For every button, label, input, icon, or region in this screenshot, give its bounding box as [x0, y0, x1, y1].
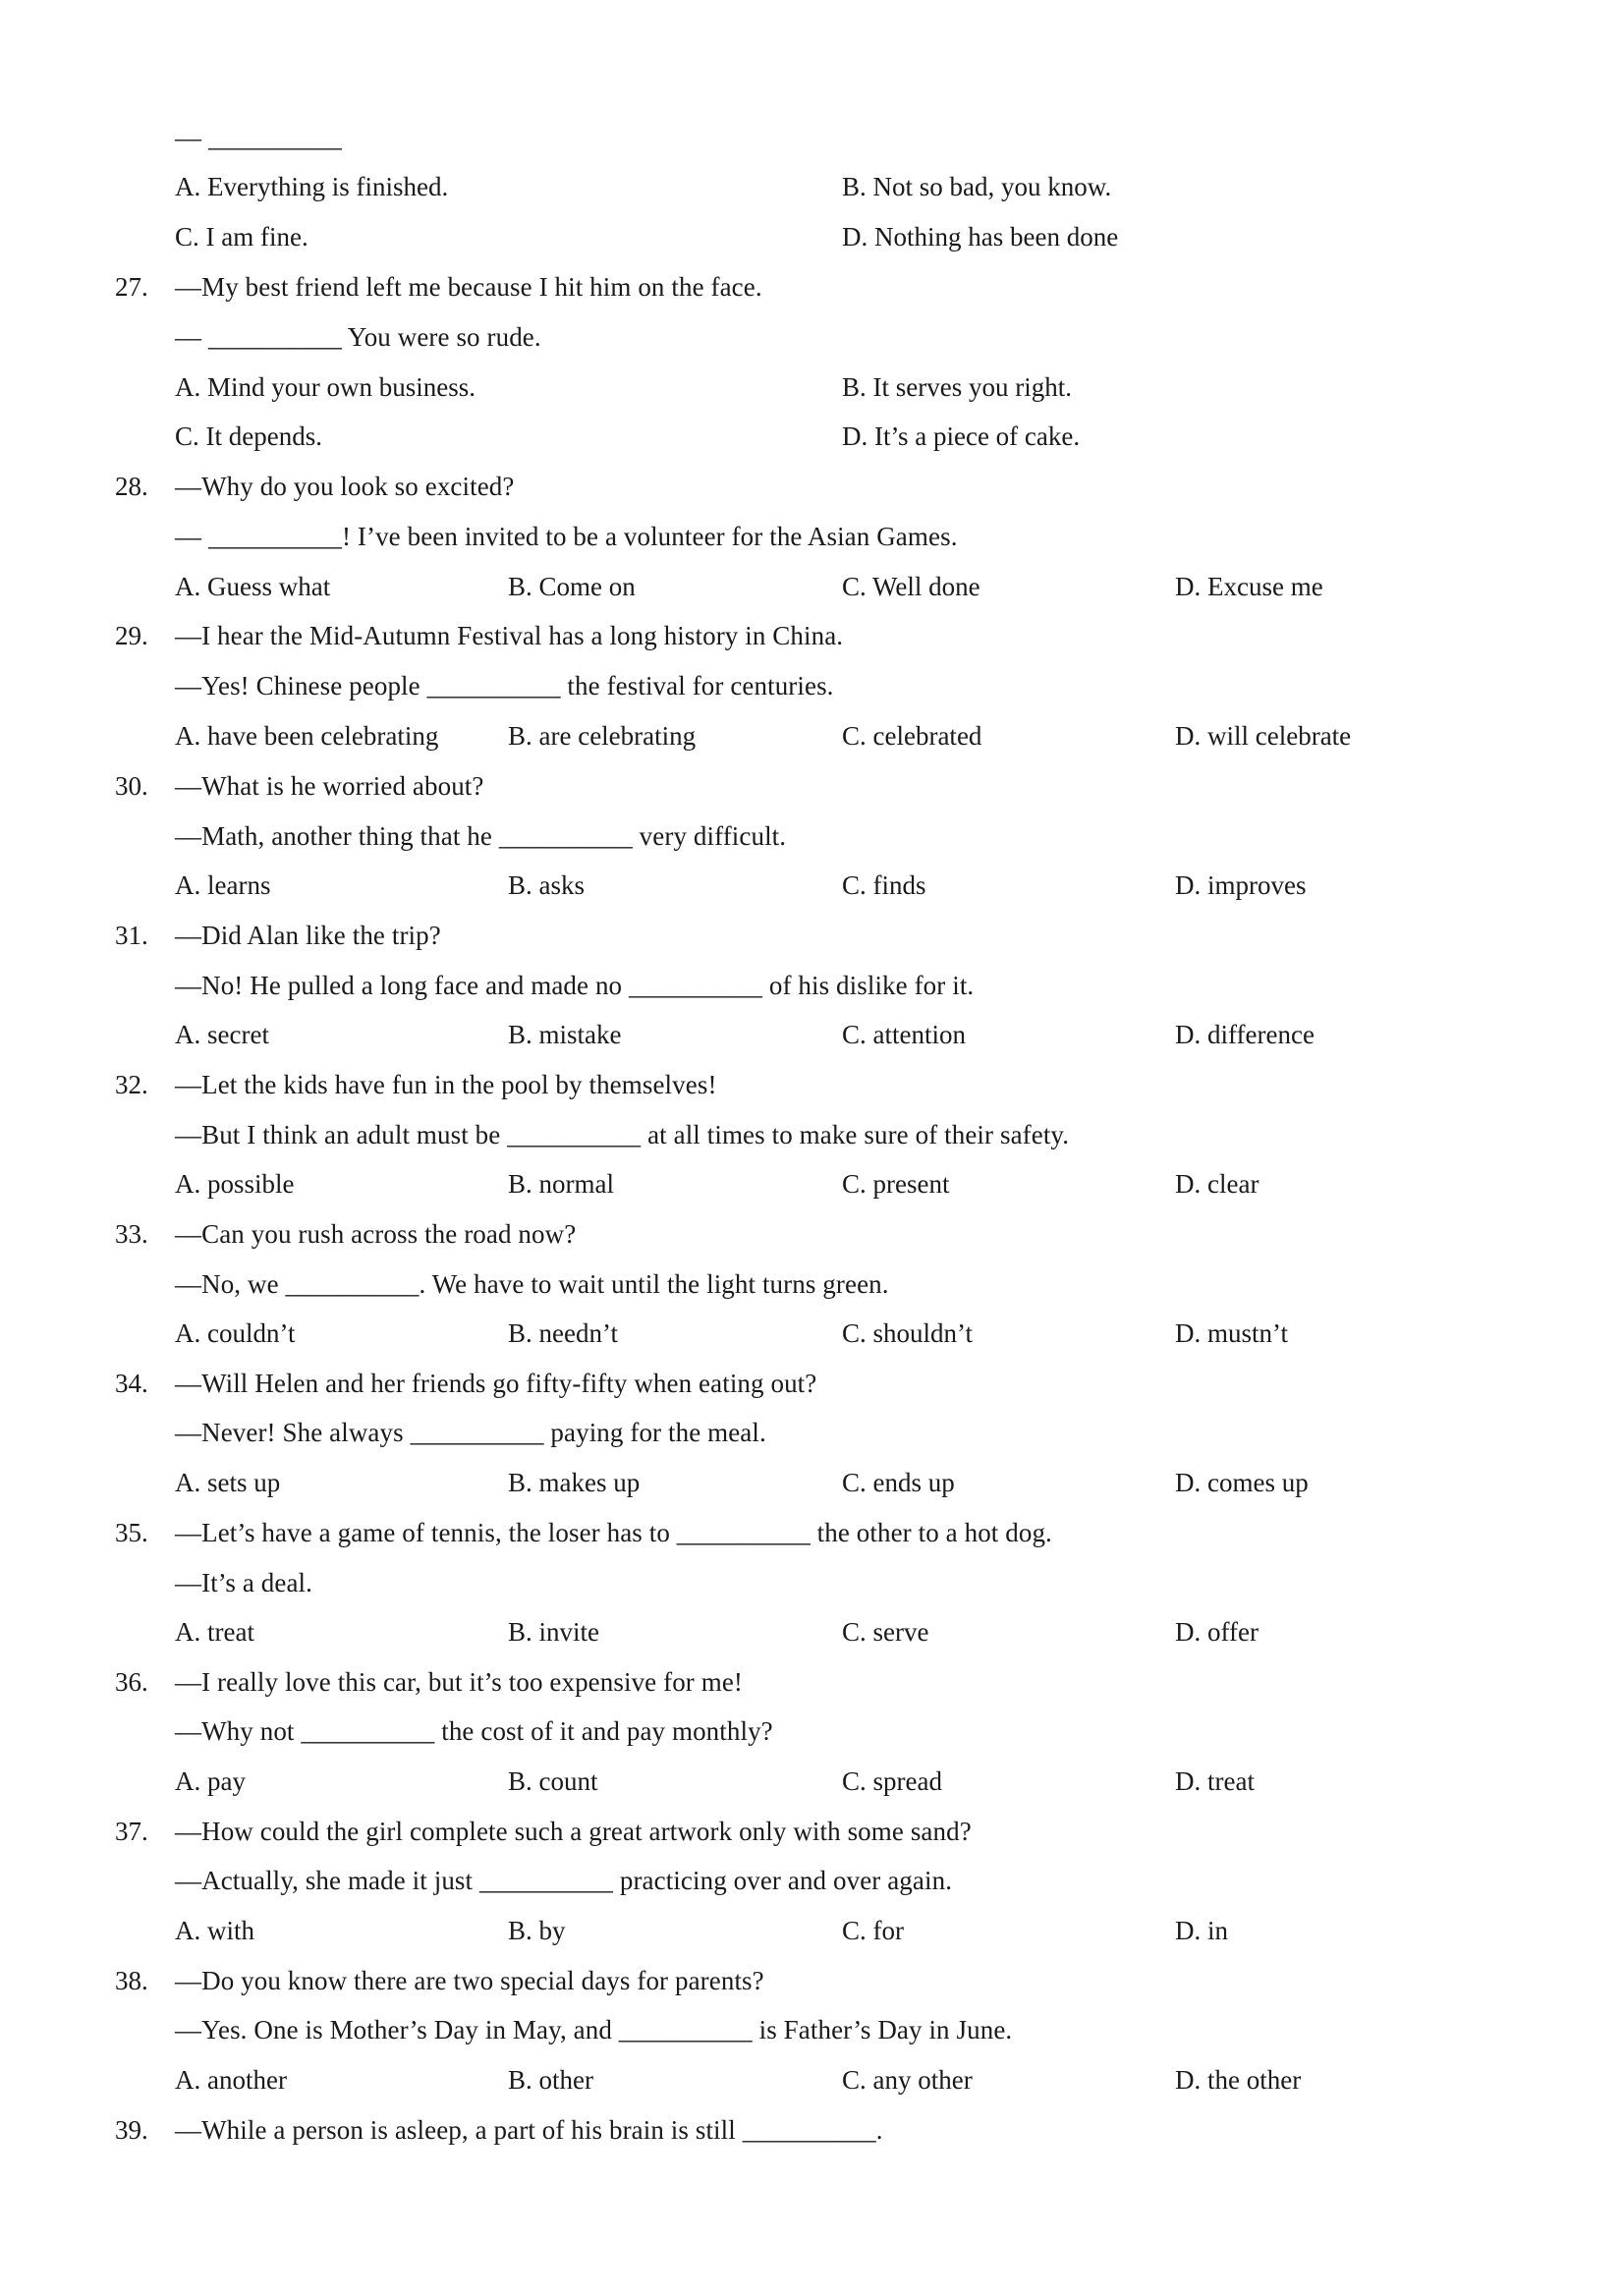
q32-line1: —Let the kids have fun in the pool by themselves!	[175, 1070, 717, 1099]
q37-line1: —How could the girl complete such a great artwork only with some sand?	[175, 1817, 972, 1846]
q38-option-b: B. other	[508, 2065, 593, 2095]
q29-number: 29.	[115, 621, 148, 650]
q35-line1: —Let’s have a game of tennis, the loser has to __________ the other to a hot dog.	[175, 1518, 1052, 1547]
q37-line2: —Actually, she made it just __________ practicing over and over again.	[175, 1866, 953, 1895]
q31-option-d: D. difference	[1175, 1020, 1315, 1049]
q36-number: 36.	[115, 1667, 148, 1697]
q34-option-a: A. sets up	[175, 1468, 281, 1497]
q35-line2: —It’s a deal.	[175, 1568, 313, 1597]
q37-number: 37.	[115, 1817, 148, 1846]
q36-line2: —Why not __________ the cost of it and pay monthly?	[175, 1716, 773, 1746]
q31-number: 31.	[115, 921, 148, 950]
q36-option-d: D. treat	[1175, 1766, 1255, 1796]
q30-option-c: C. finds	[842, 870, 926, 900]
q35-option-d: D. offer	[1175, 1617, 1259, 1647]
q37-option-d: D. in	[1175, 1916, 1228, 1945]
q29-option-c: C. celebrated	[842, 721, 982, 751]
q35-option-c: C. serve	[842, 1617, 929, 1647]
q32-option-c: C. present	[842, 1169, 950, 1199]
q32-number: 32.	[115, 1070, 148, 1099]
q28-option-d: D. Excuse me	[1175, 572, 1323, 601]
q27-option-a: A. Mind your own business.	[175, 372, 476, 402]
q39-number: 39.	[115, 2115, 148, 2145]
q26-option-d: D. Nothing has been done	[842, 222, 1119, 252]
q29-option-a: A. have been celebrating	[175, 721, 439, 751]
q32-option-b: B. normal	[508, 1169, 614, 1199]
q35-option-b: B. invite	[508, 1617, 599, 1647]
q29-option-d: D. will celebrate	[1175, 721, 1352, 751]
q38-line1: —Do you know there are two special days for parents?	[175, 1966, 764, 1995]
q32-option-d: D. clear	[1175, 1169, 1259, 1199]
q27-line2: — __________ You were so rude.	[175, 322, 541, 352]
q27-option-b: B. It serves you right.	[842, 372, 1072, 402]
q27-number: 27.	[115, 272, 148, 302]
q33-number: 33.	[115, 1219, 148, 1249]
q33-option-b: B. needn’t	[508, 1318, 618, 1348]
q36-option-a: A. pay	[175, 1766, 246, 1796]
q30-number: 30.	[115, 771, 148, 801]
q28-line1: —Why do you look so excited?	[175, 472, 515, 501]
q38-number: 38.	[115, 1966, 148, 1995]
q27-option-c: C. It depends.	[175, 421, 322, 451]
q34-option-c: C. ends up	[842, 1468, 955, 1497]
q33-line2: —No, we __________. We have to wait until the light turns green.	[175, 1269, 889, 1299]
q38-option-a: A. another	[175, 2065, 287, 2095]
q38-option-c: C. any other	[842, 2065, 973, 2095]
q33-line1: —Can you rush across the road now?	[175, 1219, 577, 1249]
q30-option-d: D. improves	[1175, 870, 1307, 900]
q28-option-a: A. Guess what	[175, 572, 331, 601]
q31-option-a: A. secret	[175, 1020, 269, 1049]
q29-line1: —I hear the Mid-Autumn Festival has a long history in China.	[175, 621, 844, 650]
q37-option-a: A. with	[175, 1916, 254, 1945]
q33-option-c: C. shouldn’t	[842, 1318, 974, 1348]
q26-reply-line: — __________	[175, 123, 342, 152]
q34-line1: —Will Helen and her friends go fifty-fifty when eating out?	[175, 1369, 817, 1398]
q36-option-c: C. spread	[842, 1766, 942, 1796]
q38-option-d: D. the other	[1175, 2065, 1302, 2095]
q28-line2: — __________! I’ve been invited to be a volunteer for the Asian Games.	[175, 522, 958, 551]
q26-option-a: A. Everything is finished.	[175, 172, 449, 201]
q28-option-c: C. Well done	[842, 572, 980, 601]
q30-option-a: A. learns	[175, 870, 271, 900]
q31-option-b: B. mistake	[508, 1020, 622, 1049]
q29-line2: —Yes! Chinese people __________ the festival for centuries.	[175, 671, 834, 700]
q36-line1: —I really love this car, but it’s too expensive for me!	[175, 1667, 744, 1697]
q38-line2: —Yes. One is Mother’s Day in May, and __________ is Father’s Day in June.	[175, 2015, 1013, 2044]
q26-option-c: C. I am fine.	[175, 222, 308, 252]
q37-option-c: C. for	[842, 1916, 904, 1945]
q33-option-a: A. couldn’t	[175, 1318, 296, 1348]
q32-line2: —But I think an adult must be __________ at all times to make sure of their safety.	[175, 1120, 1070, 1149]
q30-option-b: B. asks	[508, 870, 586, 900]
q29-option-b: B. are celebrating	[508, 721, 697, 751]
q31-line1: —Did Alan like the trip?	[175, 921, 441, 950]
q31-line2: —No! He pulled a long face and made no __________ of his dislike for it.	[175, 971, 975, 1000]
q27-line1: —My best friend left me because I hit him on the face.	[175, 272, 762, 302]
q33-option-d: D. mustn’t	[1175, 1318, 1289, 1348]
q27-option-d: D. It’s a piece of cake.	[842, 421, 1081, 451]
q30-line1: —What is he worried about?	[175, 771, 484, 801]
q28-number: 28.	[115, 472, 148, 501]
q28-option-b: B. Come on	[508, 572, 636, 601]
q31-option-c: C. attention	[842, 1020, 966, 1049]
q34-number: 34.	[115, 1369, 148, 1398]
q26-option-b: B. Not so bad, you know.	[842, 172, 1112, 201]
q34-option-d: D. comes up	[1175, 1468, 1309, 1497]
q34-option-b: B. makes up	[508, 1468, 641, 1497]
q30-line2: —Math, another thing that he __________ very difficult.	[175, 821, 787, 851]
q36-option-b: B. count	[508, 1766, 598, 1796]
q35-option-a: A. treat	[175, 1617, 254, 1647]
q34-line2: —Never! She always __________ paying for the meal.	[175, 1418, 766, 1447]
q39-line1: —While a person is asleep, a part of his brain is still __________.	[175, 2115, 883, 2145]
q32-option-a: A. possible	[175, 1169, 295, 1199]
q35-number: 35.	[115, 1518, 148, 1547]
q37-option-b: B. by	[508, 1916, 566, 1945]
